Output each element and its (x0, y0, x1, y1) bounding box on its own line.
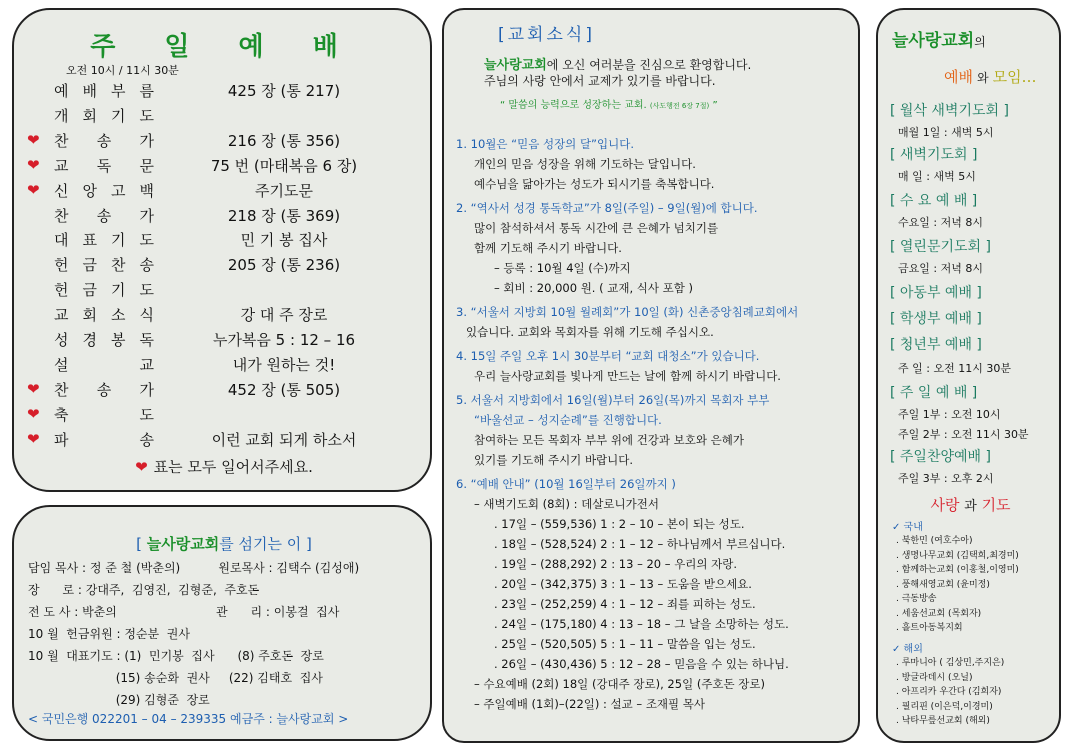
order-name-char: 기 (111, 106, 126, 125)
order-name-char: 경 (82, 331, 97, 349)
church-name-text: 늘사랑교회 (892, 31, 975, 51)
prayer-item: . 북한민 (여호수아) (896, 536, 973, 546)
meeting-heading: [ 청년부 예배 ] (890, 337, 982, 353)
love-and-prayer-heading (878, 494, 1063, 515)
heart-icon: ❤ (27, 404, 40, 423)
order-name-char: 헌 (54, 281, 69, 300)
order-row (14, 379, 434, 404)
sub-and: 와 (976, 71, 989, 85)
order-name-char: 도 (139, 405, 154, 424)
pray-love: 사랑 (930, 496, 960, 514)
sub-meetings: 모임… (992, 68, 1037, 86)
order-name-char: 앙 (82, 181, 97, 200)
heart-icon: ❤ (27, 130, 40, 149)
motto (500, 96, 718, 111)
order-row (14, 205, 434, 230)
order-value: 452 장 (통 505) (227, 380, 341, 399)
motto-text: “ 말씀의 능력으로 성장하는 교회. (500, 100, 647, 111)
order-row (14, 404, 434, 429)
order-value: 누가복음 5 : 12 – 16 (212, 331, 356, 349)
order-value: 이런 교회 되게 하소서 (211, 430, 357, 449)
bank-account: < 국민은행 022201 – 04 – 239335 예금주 : 늘사랑교회 > (28, 712, 349, 726)
news-line: 5. 서울서 지방회에서 16일(월)부터 26일(목)까지 목회자 부부 (456, 393, 770, 407)
order-name-char: 배 (82, 82, 97, 100)
news-line: – 수요예배 (2회) 18일 (강대주 장로), 25일 (주호돈 장로) (474, 677, 766, 691)
order-row (14, 279, 434, 304)
order-value: 218 장 (통 369) (227, 206, 341, 225)
order-row (14, 229, 434, 254)
standing-note-text: 표는 모두 일어서주세요. (153, 458, 313, 476)
order-row (14, 304, 434, 329)
order-name-char: 고 (111, 181, 126, 200)
meeting-time: 금요일 : 저녁 8시 (898, 262, 983, 275)
order-name-char: 송 (139, 256, 154, 275)
pray-and: 과 (964, 499, 977, 514)
prayer-item: . 세움선교회 (목회자) (896, 608, 982, 619)
meeting-time: 매월 1일 : 새벽 5시 (898, 126, 994, 139)
order-row (14, 155, 434, 180)
order-name-char: 독 (139, 331, 154, 349)
heart-icon: ❤ (27, 180, 40, 199)
order-name (54, 379, 154, 400)
news-line: 우리 늘사랑교회를 빛나게 만드는 날에 함께 하시기 바랍니다. (474, 369, 781, 383)
order-name-char: 표 (82, 231, 97, 250)
order-name-char: 독 (96, 156, 112, 175)
order-name (54, 130, 154, 151)
staff-line: (29) 김형준 장로 (28, 693, 210, 707)
staff-title (14, 533, 434, 554)
order-name-char: 회 (82, 306, 97, 325)
order-name-char: 기 (111, 231, 126, 250)
news-line: . 23일 – (252,259) 4 : 1 – 12 – 죄를 피하는 성도. (494, 597, 756, 611)
news-line: 1. 10월은 “믿음 성장의 달”입니다. (456, 137, 634, 151)
news-line: 6. “예배 안내” (10월 16일부터 26일까지 ) (456, 477, 676, 491)
order-name-char: 식 (139, 306, 154, 325)
staff-title-post: 를 섬기는 이 ] (219, 535, 312, 553)
order-name-char: 성 (54, 331, 69, 349)
church-schedule-panel (876, 8, 1061, 743)
order-name-char: 송 (96, 380, 112, 399)
news-line: 예수님을 닮아가는 성도가 되시기를 축복합니다. (474, 177, 715, 191)
news-line: 개인의 믿음 성장을 위해 기도하는 달입니다. (474, 157, 696, 171)
prayer-item: . 극동방송 (896, 594, 937, 604)
heart-icon: ❤ (27, 379, 40, 398)
prayer-item: . 낙타무릎선교회 (해외) (896, 716, 990, 726)
news-line: 함께 기도해 주시기 바랍니다. (474, 241, 622, 255)
meeting-time: 주일 1부 : 오전 10시 (898, 408, 1001, 421)
news-line: . 19일 – (288,292) 2 : 13 – 20 – 우리의 자랑. (494, 557, 738, 571)
news-line: . 26일 – (430,436) 5 : 12 – 28 – 믿음을 수 있는 하나님. (494, 657, 789, 671)
order-value: 216 장 (통 356) (227, 131, 341, 150)
order-name-char: 가 (139, 131, 154, 150)
overseas-label: ✓ 해외 (892, 644, 923, 655)
heart-icon: ❤ (27, 155, 40, 174)
order-name-char: 교 (54, 156, 69, 175)
staff-line: 장 로 : 강대주, 김영진, 김형준, 주호돈 (28, 583, 260, 597)
order-name (54, 254, 154, 275)
order-name (54, 80, 154, 101)
motto-end: ” (712, 100, 718, 111)
motto-ref: (사도행전 6장 7절) (649, 102, 710, 110)
order-name-char: 예 (54, 82, 69, 100)
order-row (14, 429, 434, 454)
order-name-char: 회 (82, 106, 97, 125)
news-line: . 17일 – (559,536) 1 : 2 – 10 – 본이 되는 성도. (494, 517, 745, 531)
order-name-char: 금 (82, 281, 97, 300)
order-row (14, 180, 434, 205)
order-name (54, 155, 154, 176)
welcome-line-1 (484, 54, 751, 73)
order-name-char: 송 (96, 131, 112, 150)
news-line: – 새벽기도회 (8회) : 데살로니가전서 (474, 497, 659, 511)
meeting-heading: [ 수 요 예 배 ] (890, 193, 978, 209)
worship-order-panel (12, 8, 432, 492)
church-news-panel (442, 8, 860, 743)
order-name-char: 찬 (54, 131, 69, 150)
prayer-item: . 흘트아동복지회 (896, 623, 963, 633)
news-line: . 25일 – (520,505) 5 : 1 – 11 – 말씀을 입는 성도. (494, 637, 756, 651)
prayer-item: . 함께하는교회 (이홍철,이영미) (896, 565, 1019, 575)
prayer-item: . 아프리카 우간다 (김희자) (896, 687, 1002, 697)
news-line: “바울선교 – 성지순례”를 진행합니다. (474, 413, 662, 427)
order-name-char: 찬 (54, 206, 69, 225)
meeting-heading: [ 열린문기도회 ] (890, 239, 991, 255)
meeting-heading: [ 월삭 새벽기도회 ] (890, 103, 1009, 119)
order-row (14, 254, 434, 279)
prayer-item: . 필리핀 (이은덕,이경미) (896, 701, 993, 712)
news-line: – 회비 : 20,000 원. ( 교재, 식사 포함 ) (494, 281, 694, 295)
meeting-time: 주일 2부 : 오전 11시 30분 (898, 428, 1029, 441)
order-name-char: 가 (139, 206, 154, 225)
order-name-char: 금 (82, 256, 97, 275)
heart-icon: ❤ (135, 458, 148, 476)
news-line: 많이 참석하셔서 통독 시간에 큰 은혜가 넘치기를 (474, 221, 719, 235)
domestic-label: ✓ 국내 (892, 522, 923, 533)
order-name-char: 백 (139, 181, 154, 200)
order-name-char: 송 (96, 206, 112, 225)
order-name-char: 교 (139, 355, 154, 374)
order-row (14, 354, 434, 379)
church-name (892, 26, 986, 51)
order-name-char: 송 (139, 430, 154, 449)
meeting-heading: [ 학생부 예배 ] (890, 311, 982, 327)
order-name-char: 봉 (111, 331, 126, 349)
order-name-char: 가 (139, 380, 154, 399)
news-line: – 주일예배 (1회)–(22일) : 설교 – 조재필 목사 (474, 697, 706, 711)
meeting-heading: [ 새벽기도회 ] (890, 147, 978, 163)
pray-prayer: 기도 (981, 496, 1011, 514)
staff-line: 전 도 사 : 박춘의 관 리 : 이봉걸 집사 (28, 605, 340, 619)
order-name-char: 파 (54, 430, 69, 449)
order-name-char: 설 (54, 355, 69, 374)
meeting-heading: [ 아동부 예배 ] (890, 285, 982, 301)
order-name-char: 기 (111, 281, 126, 300)
order-name-char: 소 (111, 306, 126, 325)
worship-and-meetings-heading (944, 66, 1037, 87)
order-name (54, 229, 154, 250)
order-name-char: 신 (54, 181, 69, 200)
order-value: 강 대 주 장로 (240, 306, 328, 325)
meeting-time: 주 일 : 오전 11시 30분 (898, 362, 1011, 375)
order-name-char: 부 (111, 82, 126, 100)
order-name-char: 찬 (111, 256, 126, 275)
order-value: 민 기 봉 집사 (240, 231, 328, 250)
order-row (14, 329, 434, 354)
staff-panel (12, 505, 432, 741)
order-name (54, 279, 154, 300)
church-name-suffix: 의 (974, 35, 986, 49)
order-name-char: 축 (54, 405, 69, 424)
standing-note (14, 456, 434, 477)
order-row (14, 130, 434, 155)
order-name (54, 329, 154, 350)
order-value: 205 장 (통 236) (227, 256, 341, 275)
welcome-line-2: 주님의 사랑 안에서 교제가 있기를 바랍니다. (484, 74, 716, 88)
order-row (14, 105, 434, 130)
order-name-char: 대 (54, 231, 69, 250)
news-title: [교회소식] (498, 25, 595, 45)
order-name-char: 개 (54, 106, 69, 125)
order-value: 주기도문 (255, 181, 313, 200)
worship-title: 주 일 예 배 (90, 32, 358, 62)
staff-title-pre: [ (136, 535, 147, 553)
news-line: 있기를 기도해 주시기 바랍니다. (474, 453, 634, 467)
order-name (54, 304, 154, 325)
order-name-char: 찬 (54, 380, 69, 399)
news-line: 있습니다. 교회와 목회자를 위해 기도해 주십시오. (466, 325, 714, 339)
order-name-char: 도 (139, 281, 154, 300)
meeting-time: 주일 3부 : 오후 2시 (898, 472, 994, 485)
welcome-church-name: 늘사랑교회 (484, 58, 547, 73)
meeting-heading: [ 주일찬양예배 ] (890, 449, 991, 465)
heart-icon: ❤ (27, 429, 40, 448)
worship-time: 오전 10시 / 11시 30분 (66, 64, 179, 77)
order-name (54, 205, 154, 226)
staff-line: 담임 목사 : 정 준 철 (박춘의) 원로목사 : 김택수 (김성애) (28, 561, 360, 575)
sub-worship: 예배 (944, 68, 973, 86)
meeting-heading: [ 주 일 예 배 ] (890, 385, 978, 401)
order-name-char: 도 (139, 231, 154, 250)
news-line: . 18일 – (528,524) 2 : 1 – 12 – 하나님께서 부르십니다. (494, 537, 786, 551)
news-line: . 24일 – (175,180) 4 : 13 – 18 – 그 날을 소망하는 성도. (494, 617, 789, 631)
news-line: 참여하는 모든 목회자 부부 위에 건강과 보호와 은혜가 (474, 433, 744, 447)
welcome-rest: 에 오신 여러분을 진심으로 환영합니다. (546, 58, 752, 72)
news-line: – 등록 : 10월 4일 (수)까지 (494, 261, 631, 275)
order-name (54, 105, 154, 126)
order-name-char: 헌 (54, 256, 69, 275)
order-value: 내가 원하는 것! (232, 355, 336, 374)
staff-title-church: 늘사랑교회 (146, 535, 220, 553)
order-name (54, 180, 154, 201)
order-name-char: 교 (54, 306, 69, 325)
order-value: 425 장 (통 217) (227, 82, 341, 100)
meeting-time: 매 일 : 새벽 5시 (898, 170, 976, 183)
order-name (54, 404, 154, 425)
staff-line: (15) 송순화 권사 (22) 김태호 집사 (28, 671, 323, 685)
order-row (14, 80, 434, 105)
order-value: 75 번 (마태복음 6 장) (210, 156, 358, 175)
order-name-char: 문 (139, 156, 154, 175)
meeting-time: 수요일 : 저녁 8시 (898, 216, 983, 229)
order-name-char: 름 (139, 82, 154, 100)
prayer-item: . 방글라데시 (오닐) (896, 672, 973, 683)
news-line: 2. “역사서 성경 통독학교”가 8일(주일) – 9일(월)에 합니다. (456, 201, 758, 215)
order-name (54, 354, 154, 375)
prayer-item: . 생명나무교회 (김택희,최경미) (896, 550, 1019, 561)
news-line: 4. 15일 주일 오후 1시 30분부터 “교회 대청소”가 있습니다. (456, 349, 760, 363)
staff-line: 10 월 헌금위원 : 정순분 권사 (28, 627, 190, 641)
order-name-char: 도 (139, 106, 154, 125)
prayer-item: . 풍해새영교회 (윤미정) (896, 579, 990, 590)
staff-line: 10 월 대표기도 : (1) 민기봉 집사 (8) 주호돈 장로 (28, 649, 324, 663)
order-name (54, 429, 154, 450)
prayer-item: . 루마니아 ( 김상민,주지은) (896, 658, 1005, 668)
news-line: 3. “서울서 지방회 10월 월례회”가 10일 (화) 신촌중앙침례교회에서 (456, 305, 799, 319)
news-line: . 20일 – (342,375) 3 : 1 – 13 – 도움을 받으세요. (494, 577, 752, 591)
